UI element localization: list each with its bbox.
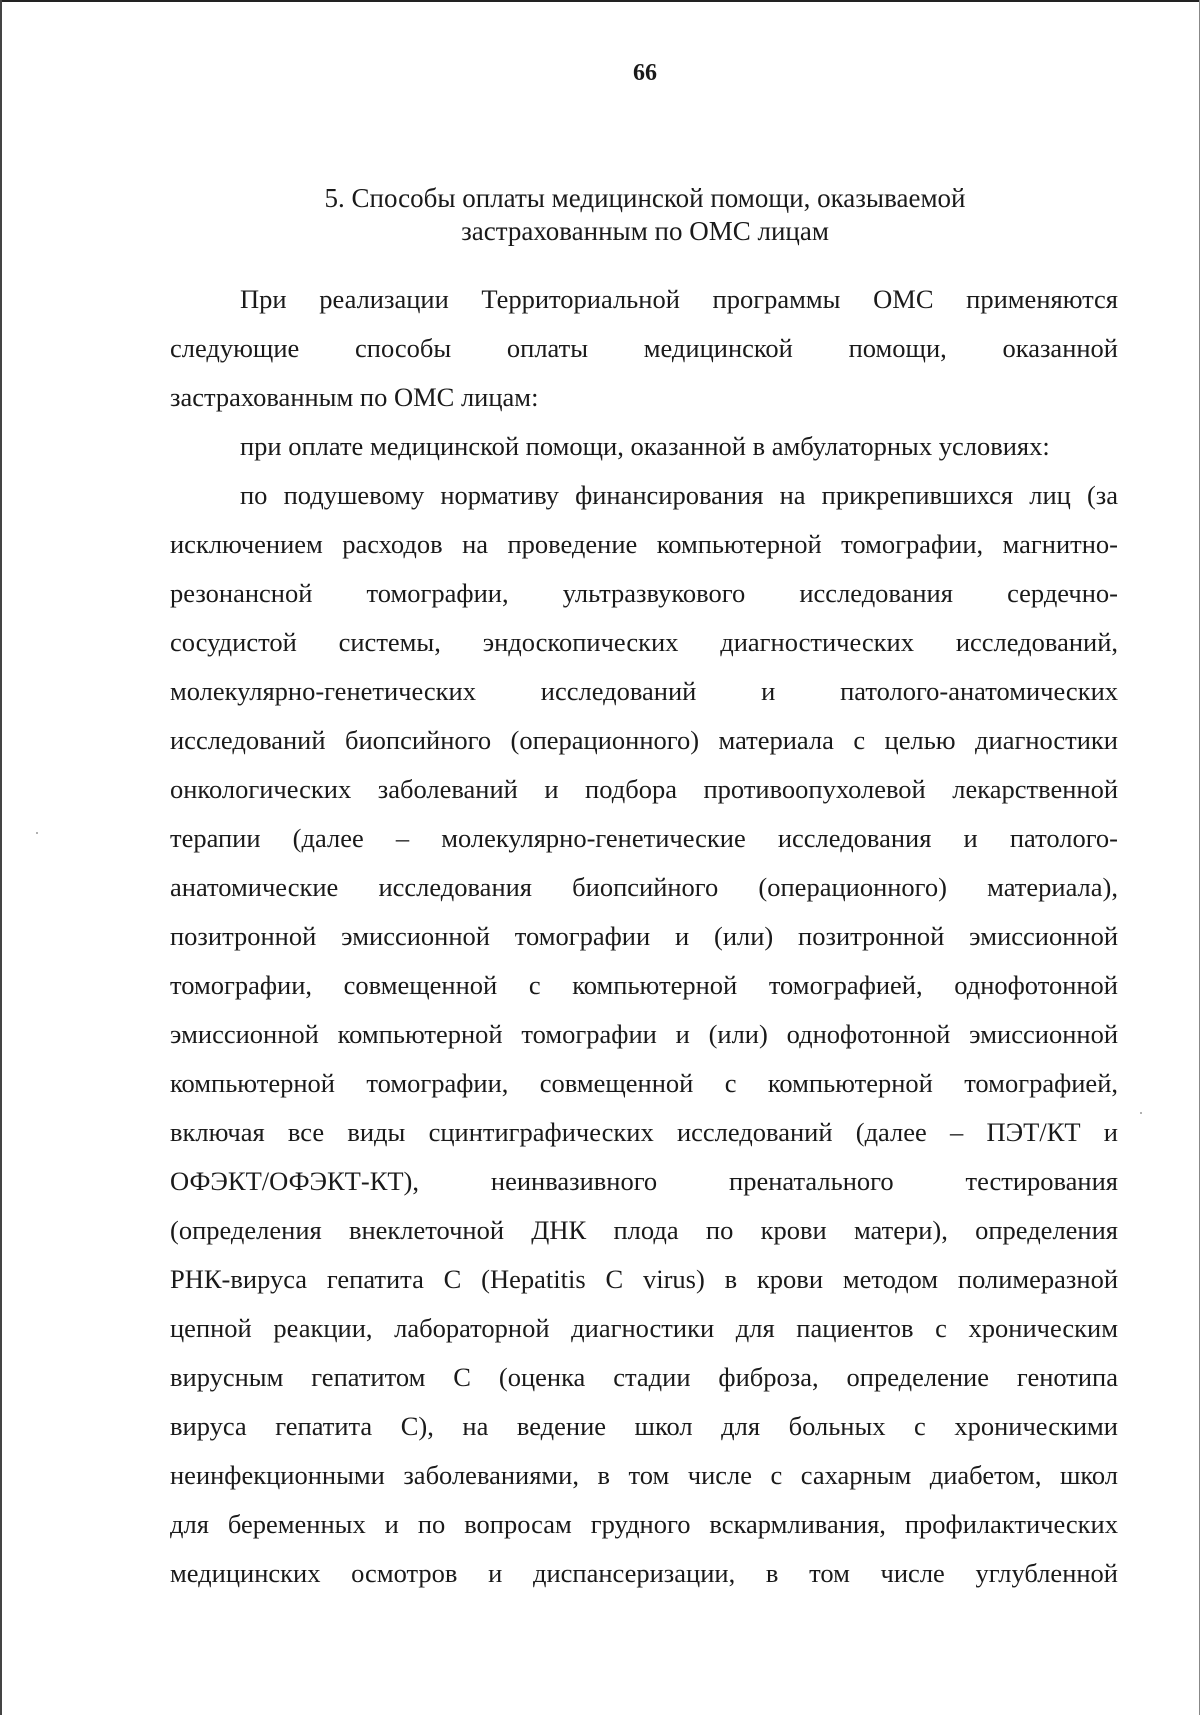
paragraph-line: компьютерной томографии, совмещенной с компьютерной томографией, [170,1068,1118,1098]
paragraph-line: РНК-вируса гепатита С (Hepatitis C virus) в крови методом полимеразной [170,1264,1118,1294]
paragraph-line: сосудистой системы, эндоскопических диагностических исследований, [170,627,1118,657]
sub-heading: при оплате медицинской помощи, оказанной в амбулаторных условиях: [240,431,1050,461]
intro-line: следующие способы оплаты медицинской помощи, оказанной [170,333,1118,363]
intro-line: При реализации Территориальной программы ОМС применяются [240,284,1118,314]
scan-edge-left [0,0,2,1715]
paragraph-line: включая все виды сцинтиграфических исследований (далее – ПЭТ/КТ и [170,1117,1118,1147]
section-heading-line-1: 5. Способы оплаты медицинской помощи, оказываемой [324,183,966,213]
paragraph-line: молекулярно-генетических исследований и патолого-анатомических [170,676,1118,706]
paragraph-line: вируса гепатита С), на ведение школ для больных с хроническими [170,1411,1118,1441]
scan-edge-top [0,0,1200,2]
page-number: 66 [633,60,657,86]
section-heading-line-2: застрахованным по ОМС лицам [461,216,829,246]
paragraph-line: резонансной томографии, ультразвукового исследования сердечно- [170,578,1118,608]
paragraph-line: вирусным гепатитом С (оценка стадии фиброза, определение генотипа [170,1362,1118,1392]
paragraph-line: анатомические исследования биопсийного (операционного) материала), [170,872,1118,902]
paragraph-line: ОФЭКТ/ОФЭКТ-КТ), неинвазивного пренатального тестирования [170,1166,1118,1196]
paragraph-line: медицинских осмотров и диспансеризации, в том числе углубленной [170,1558,1118,1588]
paragraph-line: цепной реакции, лабораторной диагностики для пациентов с хроническим [170,1313,1118,1343]
scan-speck [1140,1112,1142,1114]
paragraph-line: (определения внеклеточной ДНК плода по крови матери), определения [170,1215,1118,1245]
paragraph-line: исключением расходов на проведение компьютерной томографии, магнитно- [170,529,1118,559]
paragraph-line: томографии, совмещенной с компьютерной томографией, однофотонной [170,970,1118,1000]
intro-line: застрахованным по ОМС лицам: [170,382,539,412]
paragraph-line: терапии (далее – молекулярно-генетические исследования и патолого- [170,823,1118,853]
paragraph-line: по подушевому нормативу финансирования на прикрепившихся лиц (за [240,480,1118,510]
paragraph-line: исследований биопсийного (операционного) материала с целью диагностики [170,725,1118,755]
paragraph-line: для беременных и по вопросам грудного вскармливания, профилактических [170,1509,1118,1539]
paragraph-line: онкологических заболеваний и подбора противоопухолевой лекарственной [170,774,1118,804]
paragraph-line: эмиссионной компьютерной томографии и (или) однофотонной эмиссионной [170,1019,1118,1049]
scan-speck [36,832,38,834]
paragraph-line: неинфекционными заболеваниями, в том числе с сахарным диабетом, школ [170,1460,1118,1490]
paragraph-line: позитронной эмиссионной томографии и (или) позитронной эмиссионной [170,921,1118,951]
